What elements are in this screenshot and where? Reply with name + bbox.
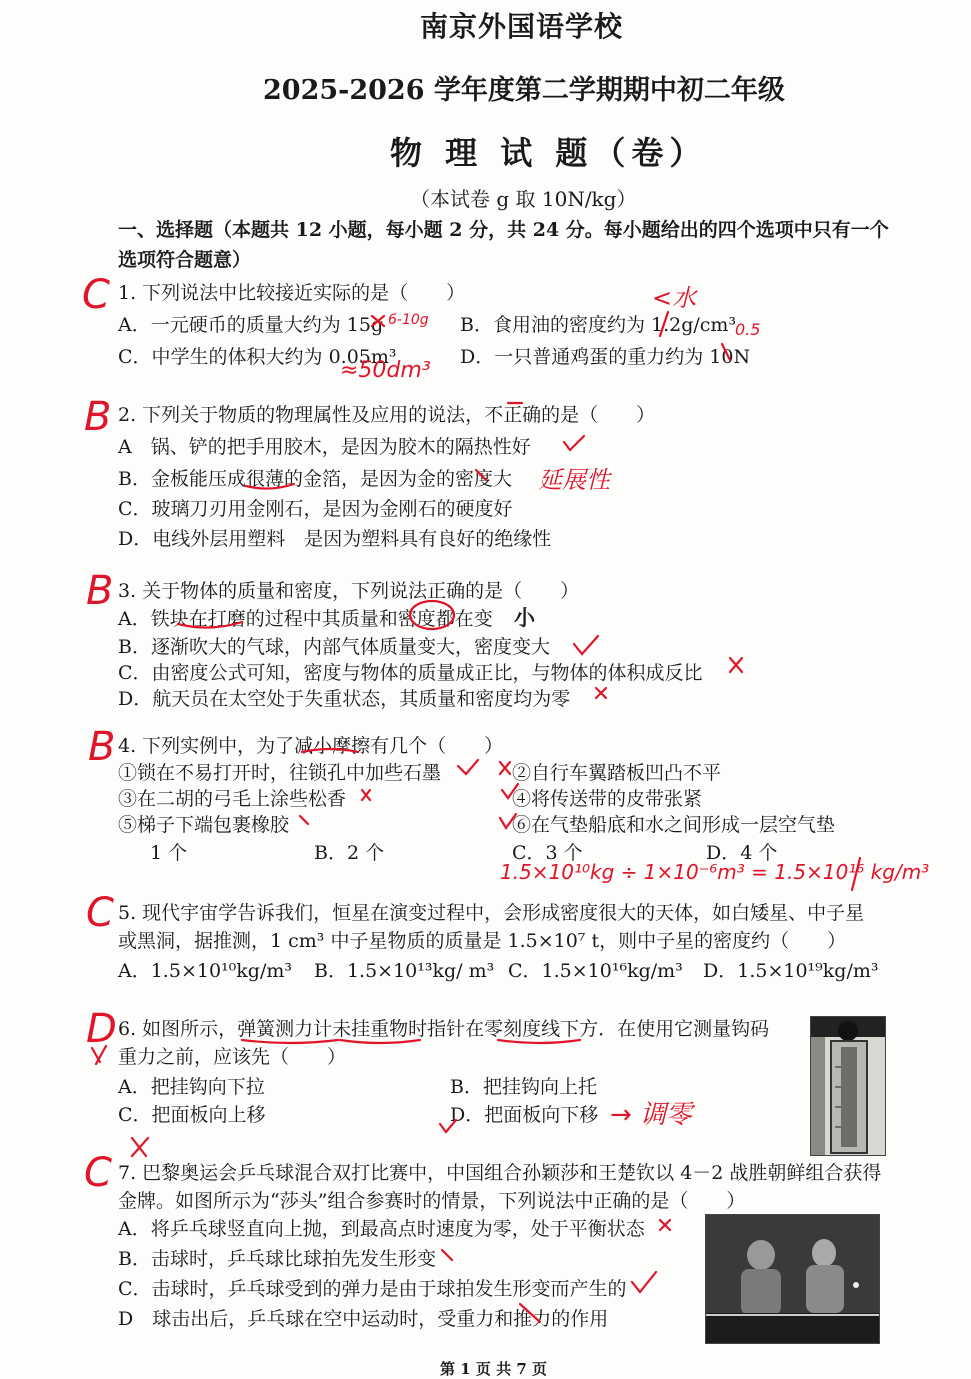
q2-option-b: B．金板能压成很薄的金箔，是因为金的密度大 (118, 468, 512, 490)
q7-line-1: 7. 巴黎奥运会乒乓球混合双打比赛中，中国组合孙颖莎和王楚钦以 4－2 战胜朝鲜组合获得 (118, 1162, 882, 1184)
cross-mark-icon (300, 816, 308, 824)
cross-mark-icon (660, 1220, 670, 1230)
answer-mark-q4: B (88, 724, 116, 770)
q3-option-c: C．由密度公式可知，密度与物体的质量成正比，与物体的体积成反比 (118, 662, 703, 684)
cross-mark-icon (500, 762, 510, 774)
answer-mark-q1: C (82, 272, 110, 318)
q5-option-b: B．1.5×10¹³kg/ m³ (314, 960, 495, 982)
q2-stem: 2. 下列关于物质的物理属性及应用的说法，不正确的是（ ） (118, 404, 656, 426)
q4-item-1: ①锁在不易打开时，往锁孔中加些石墨 (118, 762, 442, 784)
note-q1b: <水 (652, 284, 697, 312)
q2-option-a: A 锅、铲的把手用胶木，是因为胶木的隔热性好 (118, 436, 531, 458)
q6-option-d: D．把面板向下移 (450, 1104, 599, 1126)
cross-mark-icon (362, 790, 370, 800)
q1-option-c: C．中学生的体积大约为 0.05m³ (118, 346, 397, 368)
note-q1d: 0.5 (735, 320, 761, 339)
star-mark-icon (132, 1138, 148, 1156)
exam-note: （本试卷 g 取 10N/kg） (410, 187, 637, 211)
answer-mark-q2: B (84, 394, 112, 440)
q5-line-1: 5. 现代宇宙学告诉我们，恒星在演变过程中，会形成密度很大的天体，如白矮星、中子星 (118, 902, 865, 924)
note-q2b: 延展性 (538, 466, 610, 494)
cross-mark-icon (442, 1250, 452, 1260)
q4-item-5: ⑤梯子下端包裹橡胶 (118, 814, 290, 836)
table-tennis-photo (705, 1214, 880, 1344)
q4-item-6: ⑥在气垫船底和水之间形成一层空气垫 (512, 814, 836, 836)
cross-mark-icon (596, 688, 606, 698)
page-title: 物 理 试 题（卷） (390, 134, 708, 172)
q6-line-2: 重力之前，应该先（ ） (118, 1046, 347, 1068)
q3-option-a: A．铁块在打磨的过程中其质量和密度都在变 (118, 608, 493, 630)
q2-option-c: C．玻璃刀刃用金刚石，是因为金刚石的硬度好 (118, 498, 513, 520)
answer-mark-q5: C (86, 890, 114, 936)
note-q1c: ≈50dm³ (340, 358, 431, 383)
q4-option-a: 1 个 (150, 842, 188, 864)
q2-option-d: D．电线外层用塑料 是因为塑料具有良好的绝缘性 (118, 528, 552, 550)
q4-item-3: ③在二胡的弓毛上涂些松香 (118, 788, 347, 810)
q3-option-d: D．航天员在太空处于失重状态，其质量和密度均为零 (118, 688, 571, 710)
check-mark-icon (632, 1272, 656, 1292)
note-q6d: → 调零 (610, 1100, 693, 1130)
q6-line-1: 6. 如图所示，弹簧测力计未挂重物时指针在零刻度线下方．在使用它测量钩码 (118, 1018, 770, 1040)
section-heading-cont: 选项符合题意） (118, 249, 252, 271)
q5-option-c: C．1.5×10¹⁶kg/m³ (508, 960, 683, 982)
note-q1a: 6-10g (388, 312, 429, 328)
q6-option-a: A．把挂钩向下拉 (118, 1076, 265, 1098)
q7-option-d: D 球击出后，乒乓球在空中运动时，受重力和推力的作用 (118, 1308, 609, 1330)
q4-stem: 4. 下列实例中，为了减小摩擦有几个（ ） (118, 735, 504, 757)
q1-stem: 1. 下列说法中比较接近实际的是（ ） (118, 282, 466, 304)
q6-option-c: C．把面板向上移 (118, 1104, 266, 1126)
answer-mark-q3: B (86, 568, 114, 614)
q6-option-b: B．把挂钩向上托 (450, 1076, 597, 1098)
q7-line-2: 金牌。如图所示为“莎头”组合参赛时的情景，下列说法中正确的是（ ） (118, 1190, 746, 1212)
spring-scale-drawing (811, 1017, 885, 1155)
q4-item-2: ②自行车翼踏板凹凸不平 (512, 762, 722, 784)
check-mark-icon (564, 436, 584, 450)
table-tennis-drawing (706, 1215, 879, 1343)
answer-mark-q7: C (84, 1150, 112, 1196)
q1-option-a: A．一元硬币的质量大约为 15g (118, 314, 384, 336)
q4-option-d: D．4 个 (706, 842, 778, 864)
q1-option-b: B．食用油的密度约为 1.2g/cm³ (460, 314, 737, 336)
q4-item-4: ④将传送带的皮带张紧 (512, 788, 703, 810)
q7-option-a: A．将乒乓球竖直向上抛，到最高点时速度为零，处于平衡状态 (118, 1218, 645, 1240)
q4-option-c: C．3 个 (512, 842, 583, 864)
q5-option-a: A．1.5×10¹⁰kg/m³ (118, 960, 292, 982)
check-mark-icon (458, 760, 478, 774)
q4-option-b: B．2 个 (314, 842, 385, 864)
q5-line-2: 或黑洞，据推测，1 cm³ 中子星物质的质量是 1.5×10⁷ t，则中子星的密度约（ ） (118, 930, 847, 952)
note-q5-calc: 1.5×10¹⁰kg ÷ 1×10⁻⁶m³ = 1.5×10¹⁶ kg/m³ (500, 860, 930, 884)
section-heading: 一、选择题（本题共 12 小题，每小题 2 分，共 24 分。每小题给出的四个选项中只有一个 (118, 219, 889, 241)
term-title: 2025-2026 学年度第二学期期中初二年级 (263, 75, 785, 106)
q7-option-b: B．击球时，乒乓球比球拍先发生形变 (118, 1248, 436, 1270)
note-q3a: 小 (514, 605, 535, 630)
check-mark-icon (574, 636, 598, 654)
spring-scale-photo (810, 1016, 886, 1156)
q3-stem: 3. 关于物体的质量和密度，下列说法正确的是（ ） (118, 580, 580, 602)
q5-option-d: D．1.5×10¹⁹kg/m³ (703, 960, 879, 982)
q7-option-c: C．击球时，乒乓球受到的弹力是由于球拍发生形变而产生的 (118, 1278, 627, 1300)
q3-option-b: B．逐渐吹大的气球，内部气体质量变大，密度变大 (118, 636, 550, 658)
cross-mark-icon (730, 658, 742, 672)
school-name: 南京外国语学校 (420, 10, 624, 43)
q1-option-d: D．一只普通鸡蛋的重力约为 10N (460, 346, 751, 368)
answer-mark-q6: D (86, 1006, 117, 1052)
page-footer: 第 1 页 共 7 页 (440, 1360, 547, 1378)
